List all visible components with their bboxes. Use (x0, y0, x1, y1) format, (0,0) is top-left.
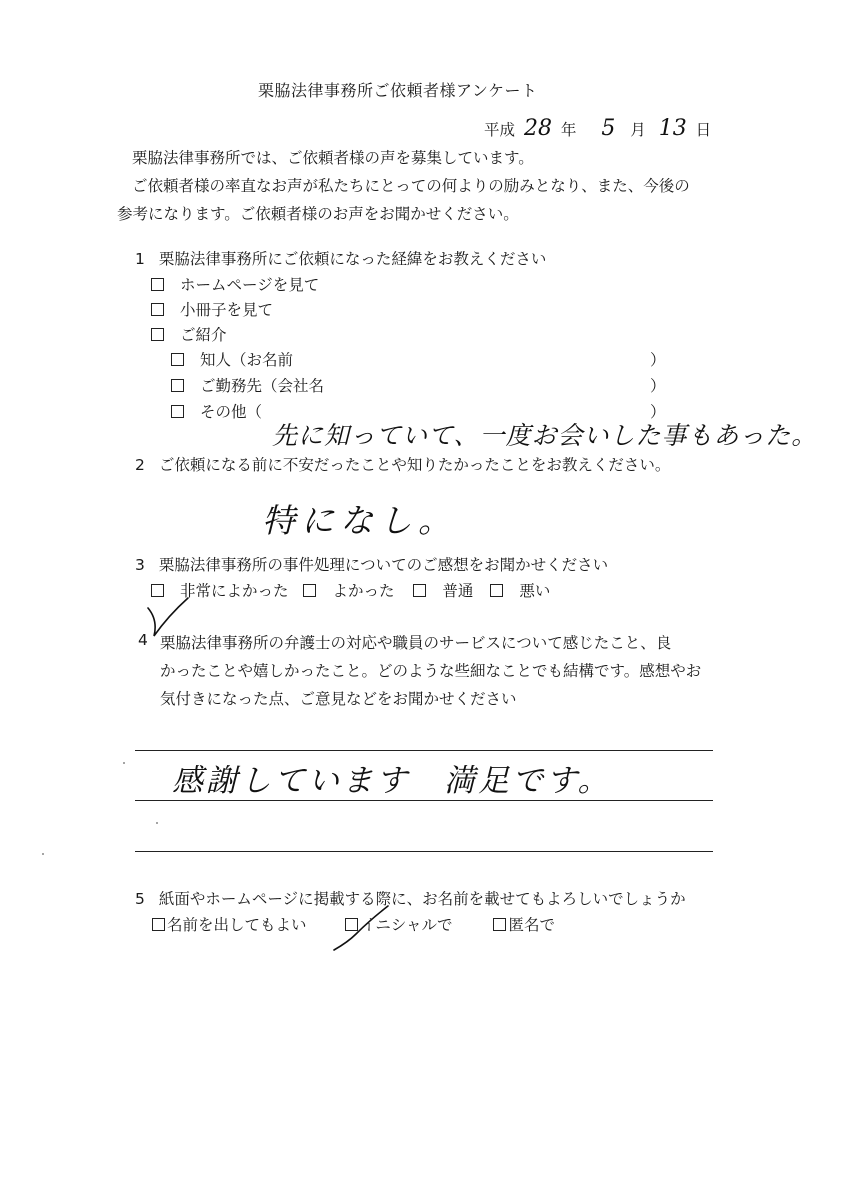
q5-text: 紙面やホームページに掲載する際に、お名前を載せてもよろしいでしょうか (158, 890, 686, 908)
checkbox[interactable] (413, 584, 426, 597)
q5-option-anonymous[interactable] (493, 916, 555, 934)
q1-sub-employer-close: ） (650, 377, 666, 395)
q4-line-3: 気付きになった点、ご意見などをお聞かせください (160, 690, 517, 708)
q4-number: 4 (138, 631, 148, 649)
date-era: 平成 (484, 121, 516, 139)
q4-line-1: 栗脇法律事務所の弁護士の対応や職員のサービスについて感じたこと、良 (160, 634, 672, 652)
checkbox[interactable] (151, 328, 164, 341)
date-month-unit: 月 (630, 121, 646, 139)
q3-number: 3 (135, 556, 145, 574)
checkbox[interactable] (152, 918, 165, 931)
q3-option-bad[interactable] (490, 582, 550, 600)
option-label: 普通 (442, 582, 474, 600)
checkbox[interactable] (171, 379, 184, 392)
q2-text: ご依頼になる前に不安だったことや知りたかったことをお教えください。 (158, 456, 671, 474)
q3-option-good[interactable] (303, 582, 394, 600)
page-title: 栗脇法律事務所ご依頼者様アンケート (258, 81, 538, 100)
q1-handwritten-answer: 先に知っていて、一度お会いした事もあった。 (272, 421, 818, 450)
intro-line-1: 栗脇法律事務所では、ご依頼者様の声を募集しています。 (132, 149, 534, 167)
intro-line-2: ご依頼者様の率直なお声が私たちにとっての何よりの励みとなり、また、今後の (132, 177, 690, 195)
date-day-handwritten: 13 (658, 116, 687, 141)
answer-line-1 (135, 750, 713, 751)
option-label: 知人（お名前 (200, 351, 294, 369)
date-year-handwritten: 28 (523, 116, 552, 141)
checkbox[interactable] (493, 918, 506, 931)
answer-line-3 (135, 851, 713, 852)
checkbox[interactable] (151, 278, 164, 291)
q3-heading (135, 553, 608, 575)
option-label: イニシャルで (360, 916, 453, 934)
q1-heading (135, 247, 546, 269)
checkbox[interactable] (490, 584, 503, 597)
q5-heading (135, 887, 686, 909)
option-label: ご勤務先（会社名 (200, 377, 325, 395)
q2-heading (135, 453, 670, 475)
q1-option-referral[interactable] (151, 323, 227, 345)
option-label: ホームページを見て (180, 276, 320, 294)
q1-sub-other[interactable] (171, 400, 262, 422)
scan-speck (123, 762, 125, 764)
checkbox[interactable] (303, 584, 316, 597)
checkbox[interactable] (171, 405, 184, 418)
q5-option-real-name[interactable] (152, 916, 307, 934)
date-line (484, 116, 711, 141)
q3-options (151, 579, 550, 601)
checkbox[interactable] (151, 303, 164, 316)
q1-sub-other-close: ） (650, 403, 666, 421)
q4-line-2: かったことや嬉しかったこと。どのような些細なことでも結構です。感想やお (160, 662, 702, 680)
q3-option-average[interactable] (413, 582, 473, 600)
option-label: ご紹介 (180, 326, 227, 344)
q1-sub-employer[interactable] (171, 374, 324, 396)
q1-number: 1 (135, 250, 145, 268)
q2-handwritten-answer: 特になし。 (262, 501, 457, 540)
intro-line-3: 参考になります。ご依頼者様のお声をお聞かせください。 (117, 205, 519, 223)
q4-handwritten-answer: 感謝しています 満足です。 (172, 763, 612, 799)
option-label: 名前を出してもよい (167, 916, 307, 934)
q1-text: 栗脇法律事務所にご依頼になった経緯をお教えください (158, 250, 547, 268)
q3-text: 栗脇法律事務所の事件処理についてのご感想をお聞かせください (158, 556, 609, 574)
option-label: 小冊子を見て (180, 301, 274, 319)
q1-sub-acquaintance[interactable] (171, 348, 293, 370)
q2-number: 2 (135, 456, 145, 474)
q5-checkmark-icon (330, 902, 400, 962)
scan-speck (42, 853, 44, 855)
date-year-unit: 年 (560, 121, 577, 139)
q1-option-booklet[interactable] (151, 298, 273, 320)
option-label: よかった (332, 582, 395, 600)
option-label: 非常によかった (180, 582, 289, 600)
date-day-unit: 日 (695, 121, 712, 139)
q5-number: 5 (135, 890, 145, 908)
answer-line-2 (135, 800, 713, 801)
q1-option-homepage[interactable] (151, 273, 319, 295)
option-label: 匿名で (508, 916, 555, 934)
scan-speck (156, 822, 158, 824)
option-label: 悪い (519, 582, 551, 600)
date-month-handwritten: 5 (601, 116, 616, 141)
option-label: その他（ (200, 403, 263, 421)
q1-sub-acquaintance-close: ） (650, 351, 666, 369)
checkbox[interactable] (171, 353, 184, 366)
